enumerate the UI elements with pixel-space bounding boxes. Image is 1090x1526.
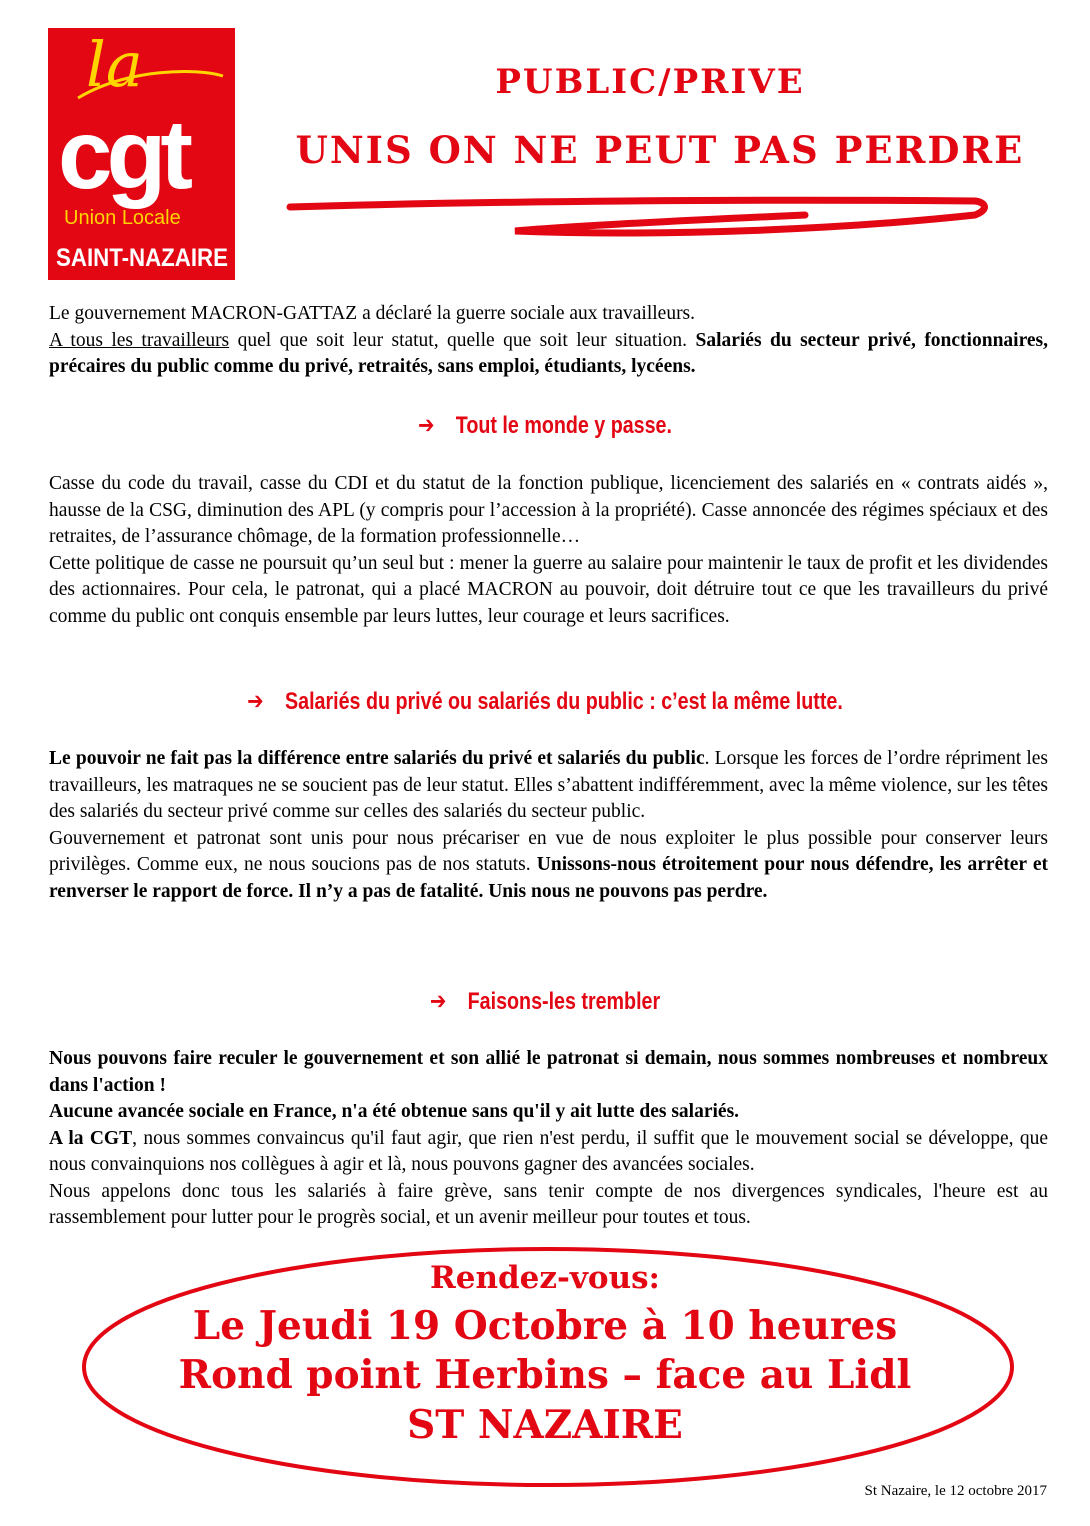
intro-underlined: A tous les travailleurs [49,329,230,351]
rendezvous-date: Le Jeudi 19 Octobre à 10 heures [192,1303,898,1349]
title-unis: UNIS ON NE PEUT PAS PERDRE [295,128,1025,172]
heading-faisons-les-trembler: ➔ Faisons-les trembler [429,987,661,1015]
rendezvous-place: Rond point Herbins – face au Lidl [178,1352,912,1398]
heading-tout-le-monde: ➔ Tout le monde y passe. [418,411,672,439]
cgt-logo [48,28,235,280]
intro-paragraph [49,301,1048,381]
intro-line-2: A tous les travailleurs quel que soit leur statut, quelle que soit leur situation. Salariés du secteur privé, fonctionnaires, précaires du public comme du privé, retraités, sans emploi, étudiants, lycéens. [49,329,1048,377]
intro-line-1: Le gouvernement MACRON-GATTAZ a déclaré la guerre sociale aux travailleurs. [49,303,696,324]
section1-body: Casse du code du travail, casse du CDI et du statut de la fonction publique, licenciement des salariés en « contrats aidés », hausse de la CSG, diminution des APL (y compris pour l’accession à la propriété). Casse annoncée des régimes spéciaux et des retraites, de l’assurance chômage, de la formation professionnelle… Cette politique de casse ne poursuit qu’un seul but : mener la guerre au salaire pour maintenir le taux de profit et les dividendes des actionnaires. Pour cela, le patronat, qui a placé MACRON au pouvoir, doit détruire tout ce que les travailleurs du privé comme du public ont conquis ensemble par leurs luttes, leur courage et leurs sacrifices. [49,473,1048,627]
title-public-prive: PUBLIC/PRIVE [495,62,805,102]
arrow-icon: ➔ [247,687,264,715]
arrow-icon: ➔ [418,411,435,439]
svg-text:SAINT-NAZAIRE: SAINT-NAZAIRE [56,244,228,272]
arrow-icon: ➔ [429,987,447,1015]
red-swoosh-underline [285,185,995,245]
svg-text:cgt: cgt [58,99,187,209]
rendezvous-city: ST NAZAIRE [407,1402,683,1448]
section3-body: Nous pouvons faire reculer le gouvernement et son allié le patronat si demain, nous sommes nombreuses et nombreux dans l'action ! Aucune avancée sociale en France, n'a été obtenue sans qu'il y ait lutte des salariés. A la CGT, nous sommes convaincus qu'il faut agir, que rien n'est perdu, il suffit que le mouvement social se développe, que nous convainquions nos collègues à agir et là, nous pouvons gagner des avancées sociales. Nous appelons donc tous les salariés à faire grève, sans tenir compte de nos divergences syndicales, l'heure est au rassemblement pour lutter pour le progrès social, et un avenir meilleur pour toutes et tous. [49,1048,1048,1228]
footer-place-date: St Nazaire, le 12 octobre 2017 [864,1483,1047,1499]
rendezvous-label: Rendez-vous: [429,1260,661,1296]
section2-body: Le pouvoir ne fait pas la différence entre salariés du privé et salariés du public. Lorsque les forces de l’ordre répriment les travailleurs, les matraques ne se soucient pas de leur statut. Elles s’abattent indifféremment, avec la même violence, sur les têtes des salariés du secteur privé comme sur celles des salariés du secteur public. Gouvernement et patronat sont unis pour nous précariser en vue de nous exploiter le plus possible pour conserver leurs privilèges. Comme eux, ne nous soucions pas de nos statuts. Unissons-nous étroitement pour nous défendre, les arrêter et renverser le rapport de force. Il n’y a pas de fatalité. Unis nous ne pouvons pas perdre. [49,748,1048,902]
heading-meme-lutte: ➔ Salariés du privé ou salariés du public : c’est la même lutte. [247,687,843,715]
svg-text:la: la [86,28,143,101]
svg-text:Union Locale: Union Locale [64,207,181,229]
